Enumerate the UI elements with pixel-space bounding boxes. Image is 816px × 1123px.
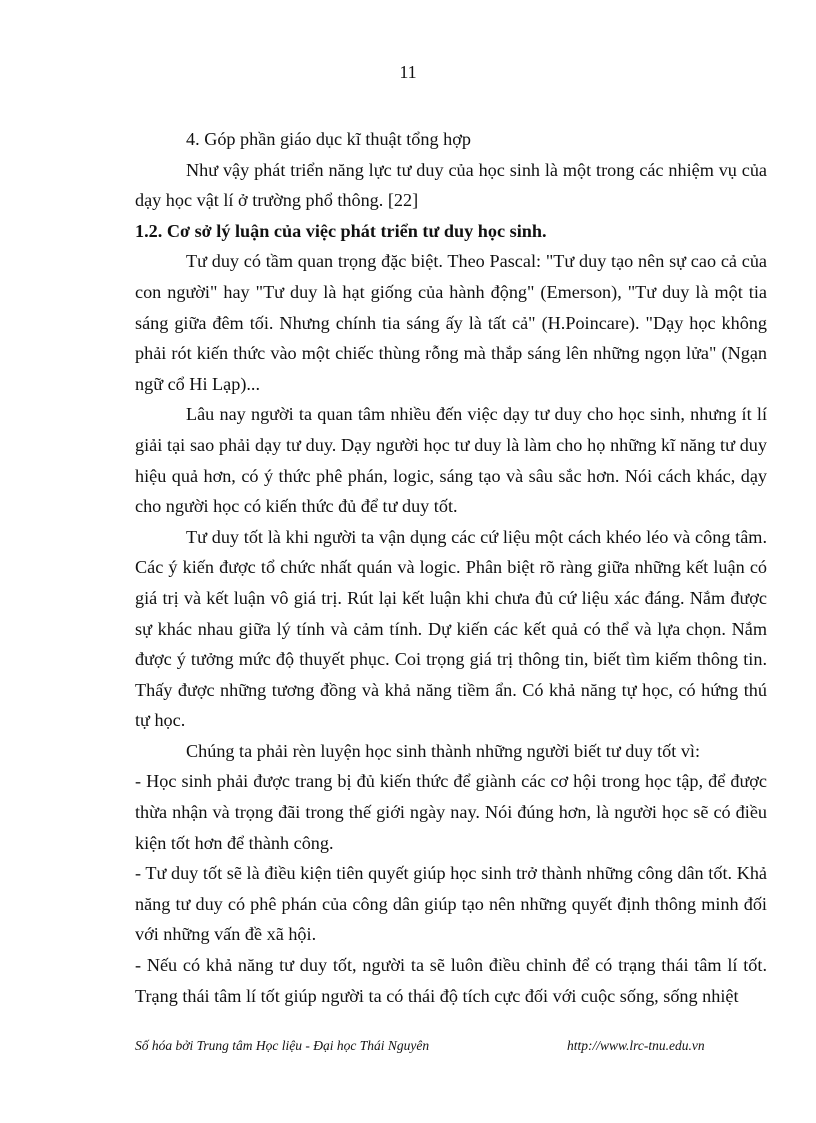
- page-number: 11: [399, 62, 417, 82]
- paragraph-reasons-intro: Chúng ta phải rèn luyện học sinh thành những người biết tư duy tốt vì:: [186, 740, 701, 761]
- paragraph-teaching-thinking: Lâu nay người ta quan tâm nhiều đến việc dạy tư duy cho học sinh, nhưng ít lí giải tại sao phải dạy tư duy. Dạy người học tư duy là làm cho họ những kĩ năng tư duy hiệu quả hơn, có ý thức phê phán, logic, sáng tạo và sâu sắc hơn. Nói cách khác, dạy cho người học có kiến thức đủ để tư duy tốt.: [135, 404, 767, 517]
- bullet-item-1: - Học sinh phải được trang bị đủ kiến thức để giành các cơ hội trong học tập, để được thừa nhận và trọng đãi trong thế giới ngày nay. Nói đúng hơn, là người học sẽ có điều kiện tốt hơn để thành công.: [135, 771, 767, 853]
- footer-url[interactable]: http://www.lrc-tnu.edu.vn: [567, 1038, 705, 1053]
- bullet-item-2: - Tư duy tốt sẽ là điều kiện tiên quyết giúp học sinh trở thành những công dân tốt. Khả năng tư duy có phê phán của công dân giúp tạo nên những quyết định thông minh đối với những vấn đề xã hội.: [135, 863, 767, 945]
- paragraph-conclusion: Như vậy phát triển năng lực tư duy của học sinh là một trong các nhiệm vụ của dạy học vật lí ở trường phổ thông. [22]: [135, 159, 767, 211]
- paragraph-quotes: Tư duy có tầm quan trọng đặc biệt. Theo Pascal: "Tư duy tạo nên sự cao cả của con người" hay "Tư duy là hạt giống của hành động" (Emerson), "Tư duy là một tia sáng giữa đêm tối. Nhưng chính tia sáng ấy là tất cả" (H.Poincare). "Dạy học không phải rót kiến thức vào một chiếc thùng rỗng mà thắp sáng lên những ngọn lửa" (Ngạn ngữ cổ Hi Lạp)...: [135, 251, 767, 394]
- list-item-4: 4. Góp phần giáo dục kĩ thuật tổng hợp: [186, 129, 471, 149]
- page-body: [135, 124, 767, 1011]
- footer-source: Số hóa bởi Trung tâm Học liệu - Đại học Thái Nguyên: [135, 1038, 430, 1053]
- section-heading: 1.2. Cơ sở lý luận của việc phát triển tư duy học sinh.: [135, 220, 547, 241]
- paragraph-good-thinking: Tư duy tốt là khi người ta vận dụng các cứ liệu một cách khéo léo và công tâm. Các ý kiến được tổ chức nhất quán và logic. Phân biệt rõ ràng giữa những kết luận có giá trị và kết luận vô giá trị. Rút lại kết luận khi chưa đủ cứ liệu xác đáng. Nắm được sự khác nhau giữa lý tính và cảm tính. Dự kiến các kết quả có thể và lựa chọn. Nắm được ý tưởng mức độ thuyết phục. Coi trọng giá trị thông tin, biết tìm kiếm thông tin. Thấy được những tương đồng và khả năng tiềm ẩn. Có khả năng tự học, có hứng thú tự học.: [135, 526, 767, 731]
- bullet-item-3: - Nếu có khả năng tư duy tốt, người ta sẽ luôn điều chỉnh để có trạng thái tâm lí tốt. Trạng thái tâm lí tốt giúp người ta có thái độ tích cực đối với cuộc sống, sống nhiệt: [135, 955, 767, 1006]
